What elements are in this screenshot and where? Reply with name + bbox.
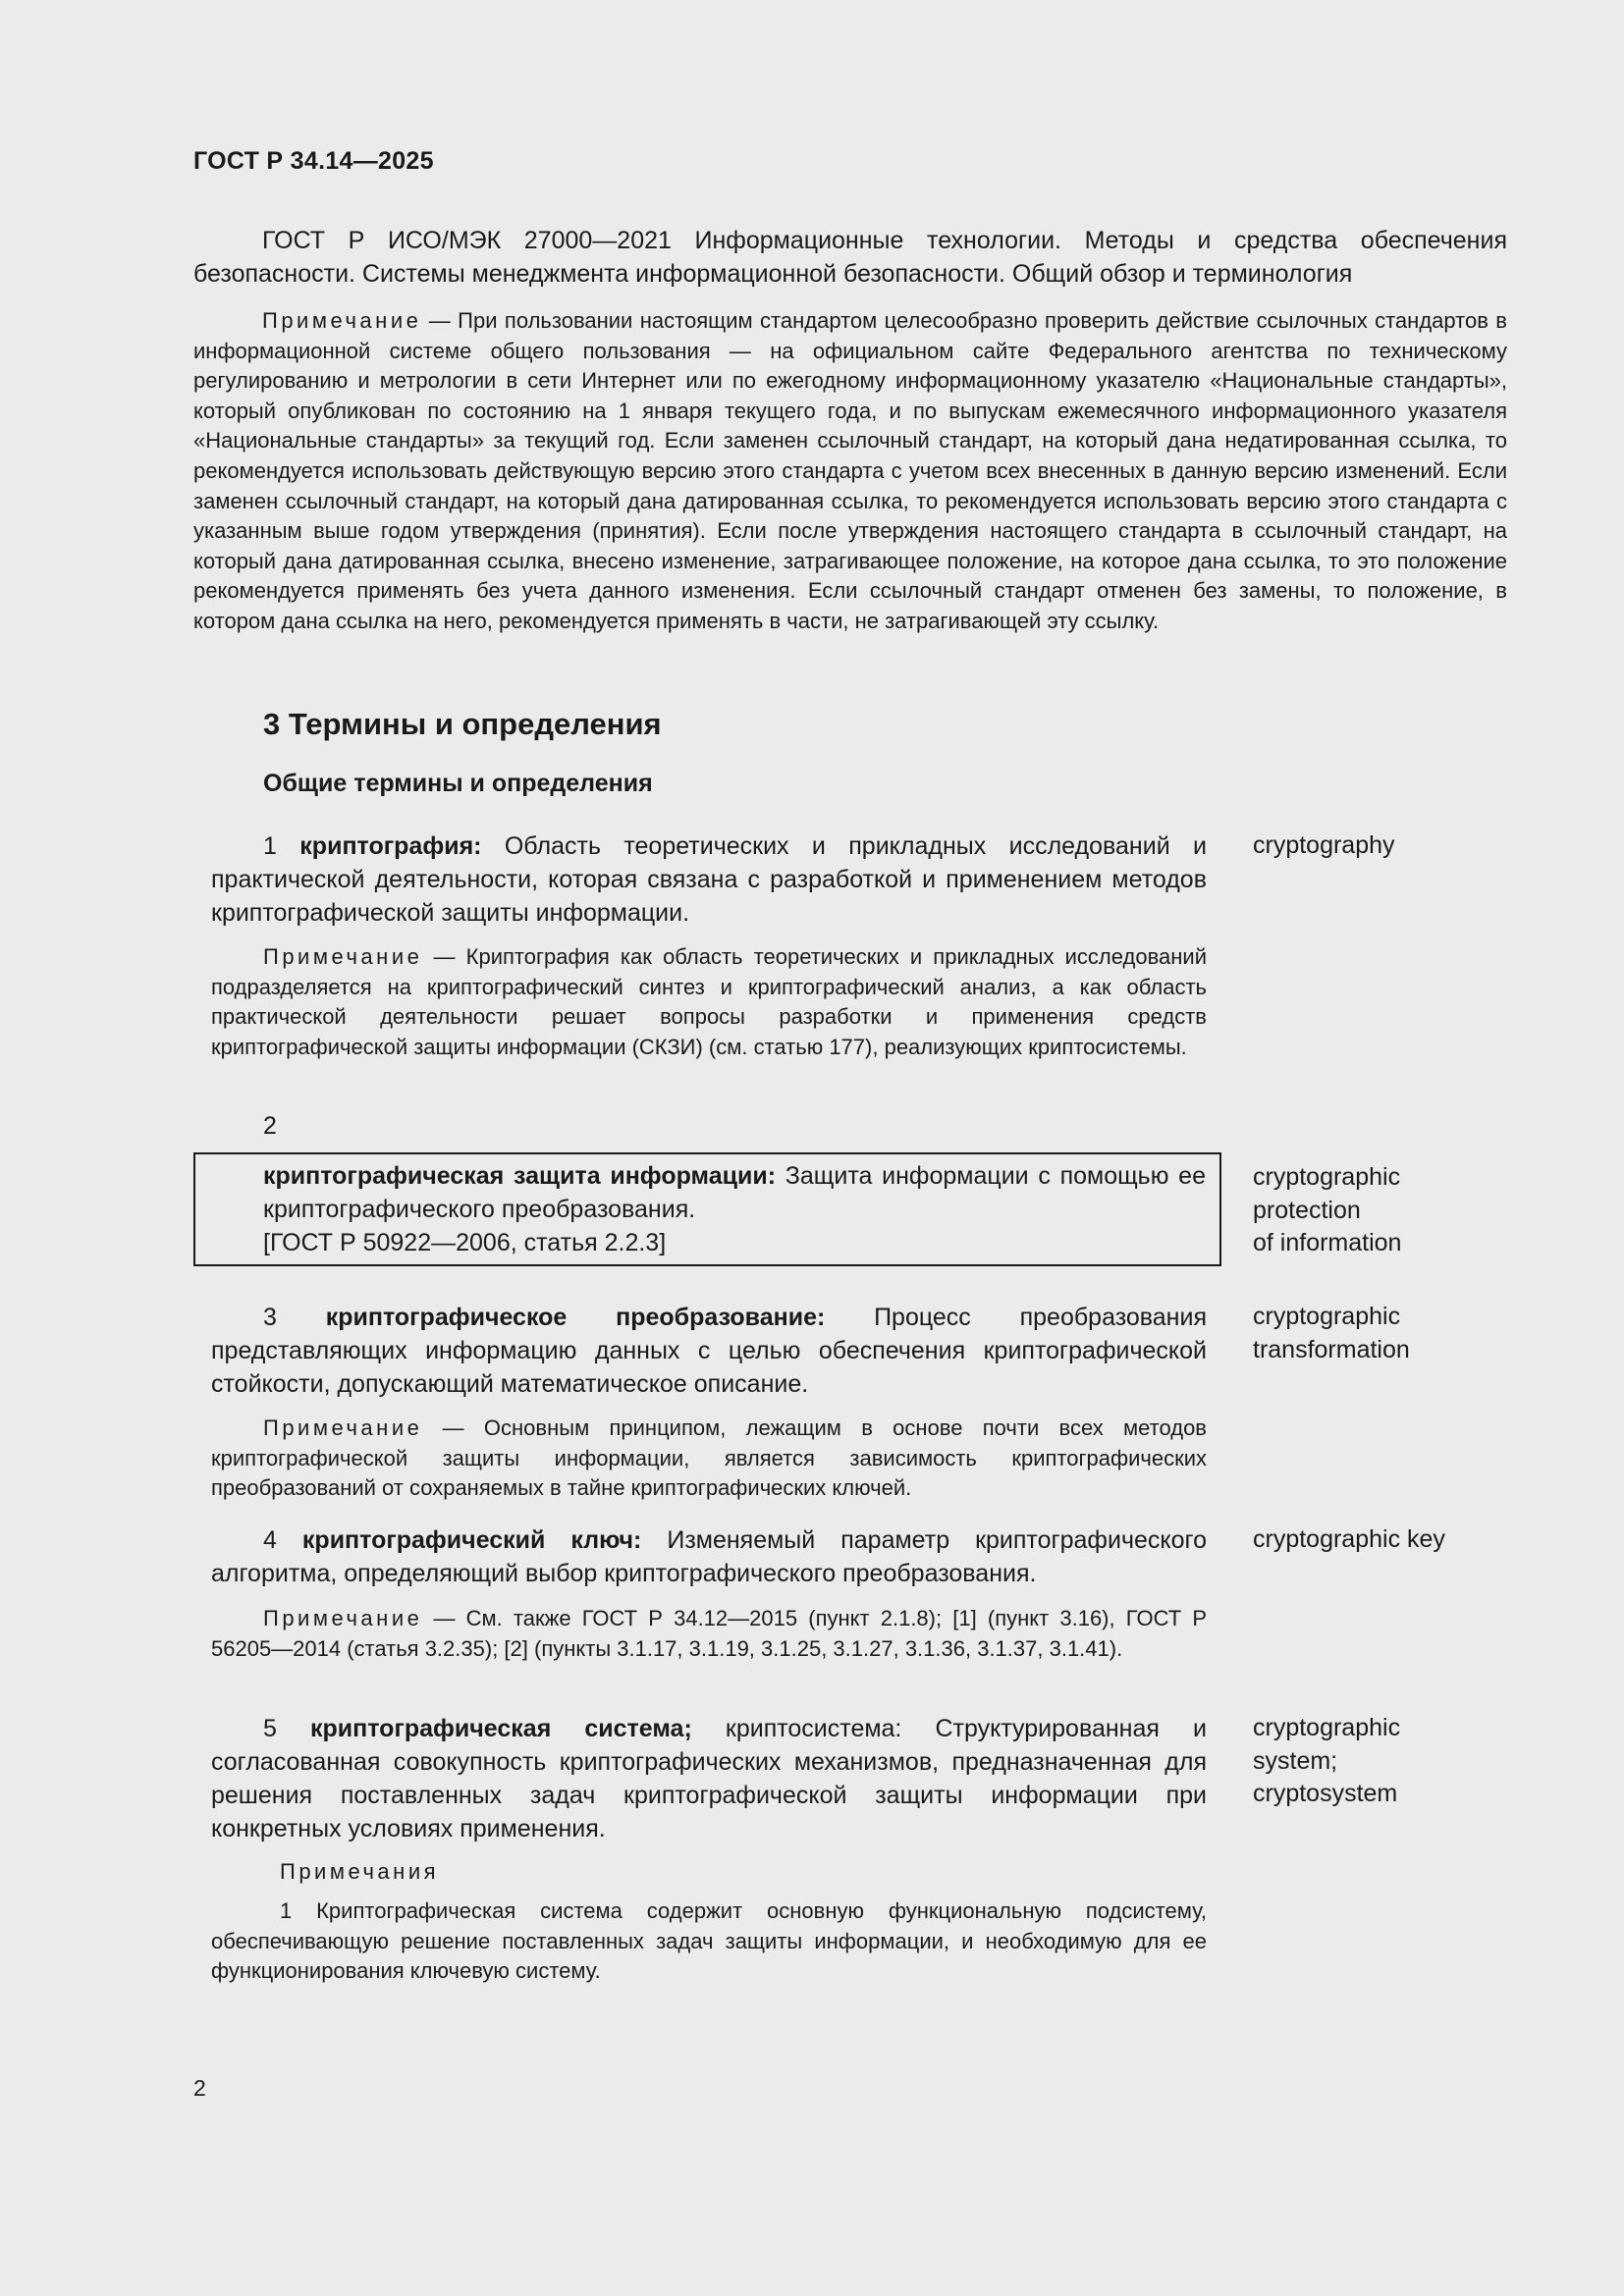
english-equivalent: cryptographic (1253, 1163, 1401, 1191)
term-english-1 (1253, 829, 1395, 863)
english-equivalent: cryptography (1253, 831, 1395, 859)
note-text: — При пользовании настоящим стандартом целесообразно проверить действие ссылочных стандартов в информационной системе общего пользования — на официальном сайте Федерального агентства по техническому регулированию и метрологии в сети Интернет или по ежегодному информационному указателю «Национальные стандарты», который опубликован по состоянию на 1 января текущего года, и по выпускам ежемесячного информационного указателя «Национальные стандарты» за текущий год. Если заменен ссылочный стандарт, на который дана недатированная ссылка, то рекомендуется использовать действующую версию этого стандарта с учетом всех внесенных в данную версию изменений. Если заменен ссылочный стандарт, на который дана датированная ссылка, то рекомендуется использовать версию этого стандарта с указанным выше годом утверждения (принятия). Если после утверждения настоящего стандарта в ссылочный стандарт, на который дана датированная ссылка, внесено изменение, затрагивающее положение, на которое дана ссылка, то это положение рекомендуется применять без учета данного изменения. Если ссылочный стандарт отменен без замены, то положение, в котором дана ссылка на него, рекомендуется применять в части, не затрагивающей эту ссылку. (193, 308, 1507, 633)
term-note-4 (211, 1604, 1207, 1664)
term-name: криптографическое преобразование: (325, 1304, 826, 1331)
term-definition: Изменяемый параметр криптографического алгоритма, определяющий выбор криптографического преобразования. (211, 1526, 1207, 1587)
note-text: — См. также ГОСТ Р 34.12—2015 (пункт 2.1.8); [1] (пункт 3.16), ГОСТ Р 56205—2014 (статья 3.2.35); [2] (пункты 3.1.17, 3.1.19, 3.1.25, 3.1.27, 3.1.36, 3.1.37, 3.1.41). (211, 1606, 1207, 1661)
english-equivalent: cryptosystem (1253, 1780, 1398, 1807)
term-number-2: 2 (263, 1112, 277, 1140)
term-source: [ГОСТ Р 50922—2006, статья 2.2.3] (263, 1229, 667, 1256)
note-text: — Криптография как область теоретических и прикладных исследований подразделяется на криптографический синтез и криптографический анализ, а как область практической деятельности решает вопросы разработки и применения средств криптографической защиты информации (СКЗИ) (см. статью 177), реализующих криптосистемы. (211, 944, 1207, 1059)
term-definition: Процесс преобразования представляющих информацию данных с целью обеспечения криптографической стойкости, допускающий математическое описание. (211, 1304, 1207, 1398)
term-entry-5 (211, 1712, 1207, 1845)
notes-heading: Примечания (280, 1859, 440, 1884)
term-english-5 (1253, 1712, 1400, 1811)
term-name: криптографическая система; (310, 1715, 692, 1742)
term-number: 3 (263, 1304, 277, 1331)
english-equivalent: system; (1253, 1746, 1338, 1775)
term-definition: криптосистема: Структурированная и согласованная совокупность криптографических механизмов, предназначенная для решения поставленных задач криптографической защиты информации при конкретных условиях применения. (211, 1715, 1207, 1842)
note-text: — Основным принципом, лежащим в основе почти всех методов криптографической защиты информации, является зависимость криптографических преобразований от сохраняемых в тайне криптографических ключей. (211, 1415, 1207, 1501)
document-header: ГОСТ Р 34.14—2025 (193, 147, 434, 175)
note-label: Примечание (263, 1606, 423, 1630)
subsection-title: Общие термины и определения (263, 770, 653, 797)
term-number: 4 (263, 1526, 277, 1554)
term-entry-2 (263, 1159, 1206, 1259)
term-english-4 (1253, 1523, 1445, 1557)
term-note-1 (211, 942, 1207, 1062)
term-english-2 (1253, 1161, 1401, 1260)
references-note (193, 306, 1507, 637)
term-name: криптографический ключ: (301, 1526, 642, 1554)
term-number: 5 (263, 1715, 277, 1742)
page-number: 2 (193, 2075, 206, 2101)
english-equivalent: cryptographic (1253, 1303, 1401, 1330)
english-equivalent: cryptographic (1253, 1714, 1401, 1741)
term-name: криптография: (299, 832, 482, 860)
note-label: Примечание (263, 944, 423, 969)
term-english-3 (1253, 1301, 1410, 1366)
english-equivalent: transformation (1253, 1335, 1410, 1363)
section-title: 3 Термины и определения (263, 707, 662, 741)
english-equivalent: protection (1253, 1196, 1361, 1224)
term-name: криптографическая защита информации: (263, 1162, 777, 1190)
note-label: Примечание (263, 1415, 423, 1440)
note-label: Примечание (262, 308, 422, 333)
term-note-5-1: 1 Криптографическая система содержит основную функциональную подсистему, обеспечивающую решение поставленных задач защиты информации, и необходимую для ее функционирования ключевую систему. (211, 1898, 1207, 1984)
english-equivalent: cryptographic key (1253, 1525, 1445, 1553)
english-equivalent: of information (1253, 1229, 1402, 1256)
term-definition: Защита информации с помощью ее криптографического преобразования. (263, 1162, 1206, 1223)
term-entry-1 (211, 829, 1207, 930)
term-entry-4 (211, 1523, 1207, 1590)
term-entry-3 (211, 1301, 1207, 1401)
term-number: 1 (263, 832, 277, 860)
term-definition: Область теоретических и прикладных исследований и практической деятельности, которая связана с разработкой и применением методов криптографической защиты информации. (211, 832, 1207, 927)
term-note-3 (211, 1414, 1207, 1504)
normative-reference-item: ГОСТ Р ИСО/МЭК 27000—2021 Информационные технологии. Методы и средства обеспечения безопасности. Системы менеджмента информационной безопасности. Общий обзор и терминология (193, 227, 1507, 288)
